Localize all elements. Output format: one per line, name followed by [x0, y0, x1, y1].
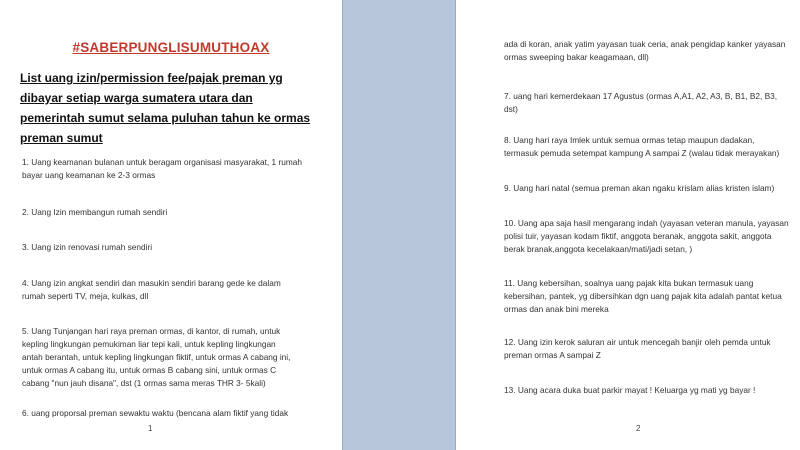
- list-item-12: 12. Uang izin kerok saluran air untuk mencegah banjir oleh pemda untuk preman ormas A sampai Z: [504, 337, 771, 360]
- list-item-3: 3. Uang izin renovasi rumah sendiri: [22, 242, 153, 252]
- page-gutter: [342, 0, 456, 450]
- list-item-6: 6. uang proporsal preman sewaktu waktu (bencana alam fiktif yang tidak: [22, 408, 289, 418]
- list-item-9: 9. Uang hari natal (semua preman akan ngaku krislam alias kristen islam): [504, 183, 775, 193]
- page-title: #SABERPUNGLISUMUTHOAX: [72, 40, 270, 55]
- list-item-10: 10. Uang apa saja hasil mengarang indah (yayasan veteran manula, yayasan polisi tuir, yayasan kodam fiktif, anggota beranak, anggota sakit, anggota berak branak,anggota kecelakaan/mati/jadi setan, ): [504, 218, 789, 254]
- page-number: 1: [148, 424, 153, 433]
- list-item-13: 13. Uang acara duka buat parkir mayat ! Keluarga yg mati yg bayar !: [504, 385, 756, 395]
- document-page-1: [0, 0, 342, 450]
- document-page-2: [456, 0, 800, 450]
- list-item-4: 4. Uang izin angkat sendiri dan masukin sendiri barang gede ke dalam rumah seperti TV, meja, kulkas, dll: [22, 278, 281, 301]
- list-item-7: 7. uang hari kemerdekaan 17 Agustus (ormas A,A1, A2, A3, B, B1, B2, B3, dst): [504, 91, 778, 114]
- list-item-8: 8. Uang hari raya Imlek untuk semua ormas tetap maupun dadakan, termasuk pemuda setempat kampung A sampai Z (walau tidak merayakan): [504, 135, 780, 158]
- page-subtitle: List uang izin/permission fee/pajak preman yg dibayar setiap warga sumatera utara dan pemerintah sumut selama puluhan tahun ke ormas preman sumut: [20, 71, 311, 145]
- list-item-1: 1. Uang keamanan bulanan untuk beragam organisasi masyarakat, 1 rumah bayar uang keamanan ke 2-3 ormas: [22, 157, 302, 180]
- list-item-11: 11. Uang kebersihan, soalnya uang pajak kita bukan termasuk uang kebersihan, pantek, yg dibersihkan dgn uang pajak kita adalah pantat ketua ormas dan anak bini mereka: [504, 278, 782, 314]
- page-number: 2: [636, 424, 641, 433]
- list-item-6-cont: ada di koran, anak yatim yayasan tuak ceria, anak pengidap kanker yayasan ormas sweeping bakar keagamaan, dll): [504, 39, 786, 62]
- list-item-5: 5. Uang Tunjangan hari raya preman ormas, di kantor, di rumah, untuk kepling lingkungan pemukiman liar tepi kali, untuk kepling lingkungan antah berantah, untuk kepling lingkungan fiktif, untuk ormas A cabang ini, untuk ormas A cabang itu, untuk ormas B cabang sini, untuk ormas C cabang "nun jauh disana", dst (1 ormas sama meras THR 3- 5kali): [22, 326, 291, 388]
- list-item-2: 2. Uang Izin membangun rumah sendiri: [22, 207, 168, 217]
